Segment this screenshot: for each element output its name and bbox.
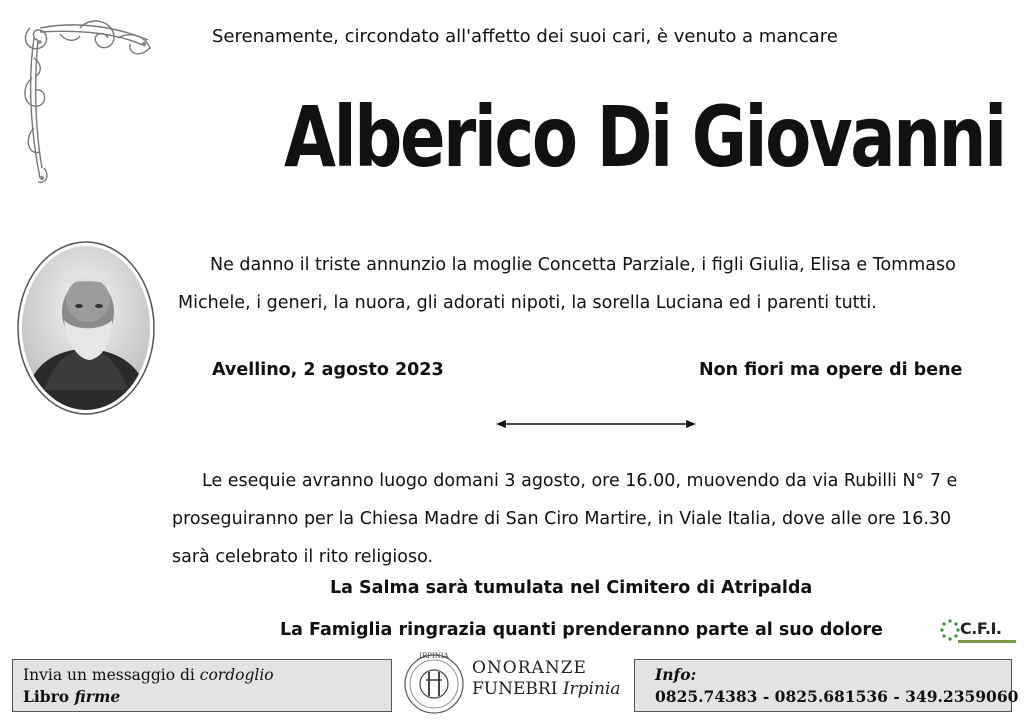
- burial-note: La Salma sarà tumulata nel Cimitero di Atripalda: [330, 578, 813, 598]
- funeral-home-seal-icon: [402, 648, 466, 718]
- info-label: Info:: [655, 665, 697, 684]
- portrait-image: [16, 240, 156, 416]
- funeral-home-brand: [472, 658, 621, 700]
- announcement: [178, 246, 998, 322]
- cfi-logo-text: C.F.I.: [960, 619, 1002, 638]
- guestbook-prefix: Libro: [23, 687, 75, 706]
- announcement-line-1: Ne danno il triste annunzio la moglie Concetta Parziale, i figli Giulia, Elisa e Tommaso: [210, 255, 956, 275]
- info-box: [634, 659, 1019, 712]
- cfi-logo-underline: [958, 640, 1016, 643]
- family-thanks: La Famiglia ringrazia quanti prenderanno parte al suo dolore: [280, 620, 883, 640]
- funeral-line-1: Le esequie avranno luogo domani 3 agosto, ore 16.00, muovendo da via Rubilli N° 7 e: [202, 471, 958, 491]
- no-flowers-note: Non fiori ma opere di bene: [699, 360, 963, 380]
- brand-line-2-prefix: FUNEBRI: [472, 679, 563, 699]
- funeral-line-3: sarà celebrato il rito religioso.: [172, 547, 434, 567]
- intro-text: Serenamente, circondato all'affetto dei suoi cari, è venuto a mancare: [212, 26, 838, 47]
- guestbook-link[interactable]: [23, 686, 381, 708]
- brand-line-1: ONORANZE: [472, 658, 587, 678]
- guestbook-emphasis: firme: [74, 687, 121, 706]
- funeral-details: [172, 462, 1012, 576]
- brand-line-2: [472, 679, 621, 700]
- arrow-divider-icon: [494, 414, 698, 434]
- condolence-box[interactable]: [12, 659, 392, 712]
- funeral-line-2: proseguiranno per la Chiesa Madre di San Ciro Martire, in Viale Italia, dove alle ore 16.30: [172, 509, 952, 529]
- place-date: Avellino, 2 agosto 2023: [212, 360, 444, 380]
- announcement-line-2: Michele, i generi, la nuora, gli adorati nipoti, la sorella Luciana ed i parenti tutti.: [178, 293, 877, 313]
- corner-ornament-icon: [20, 18, 155, 186]
- seal-text: IRPINIA: [419, 652, 449, 660]
- brand-line-2-emphasis: Irpinia: [562, 679, 621, 699]
- condolence-link[interactable]: [23, 664, 381, 686]
- info-phones[interactable]: 0825.74383 - 0825.681536 - 349.2359060: [655, 687, 1019, 706]
- cfi-logo-icon: [940, 617, 1016, 651]
- info-label-text: Info: [655, 665, 691, 684]
- condolence-emphasis: cordoglio: [199, 666, 274, 684]
- condolence-prefix: Invia un messaggio di: [23, 666, 200, 684]
- deceased-name: Alberico Di Giovanni: [284, 88, 1005, 186]
